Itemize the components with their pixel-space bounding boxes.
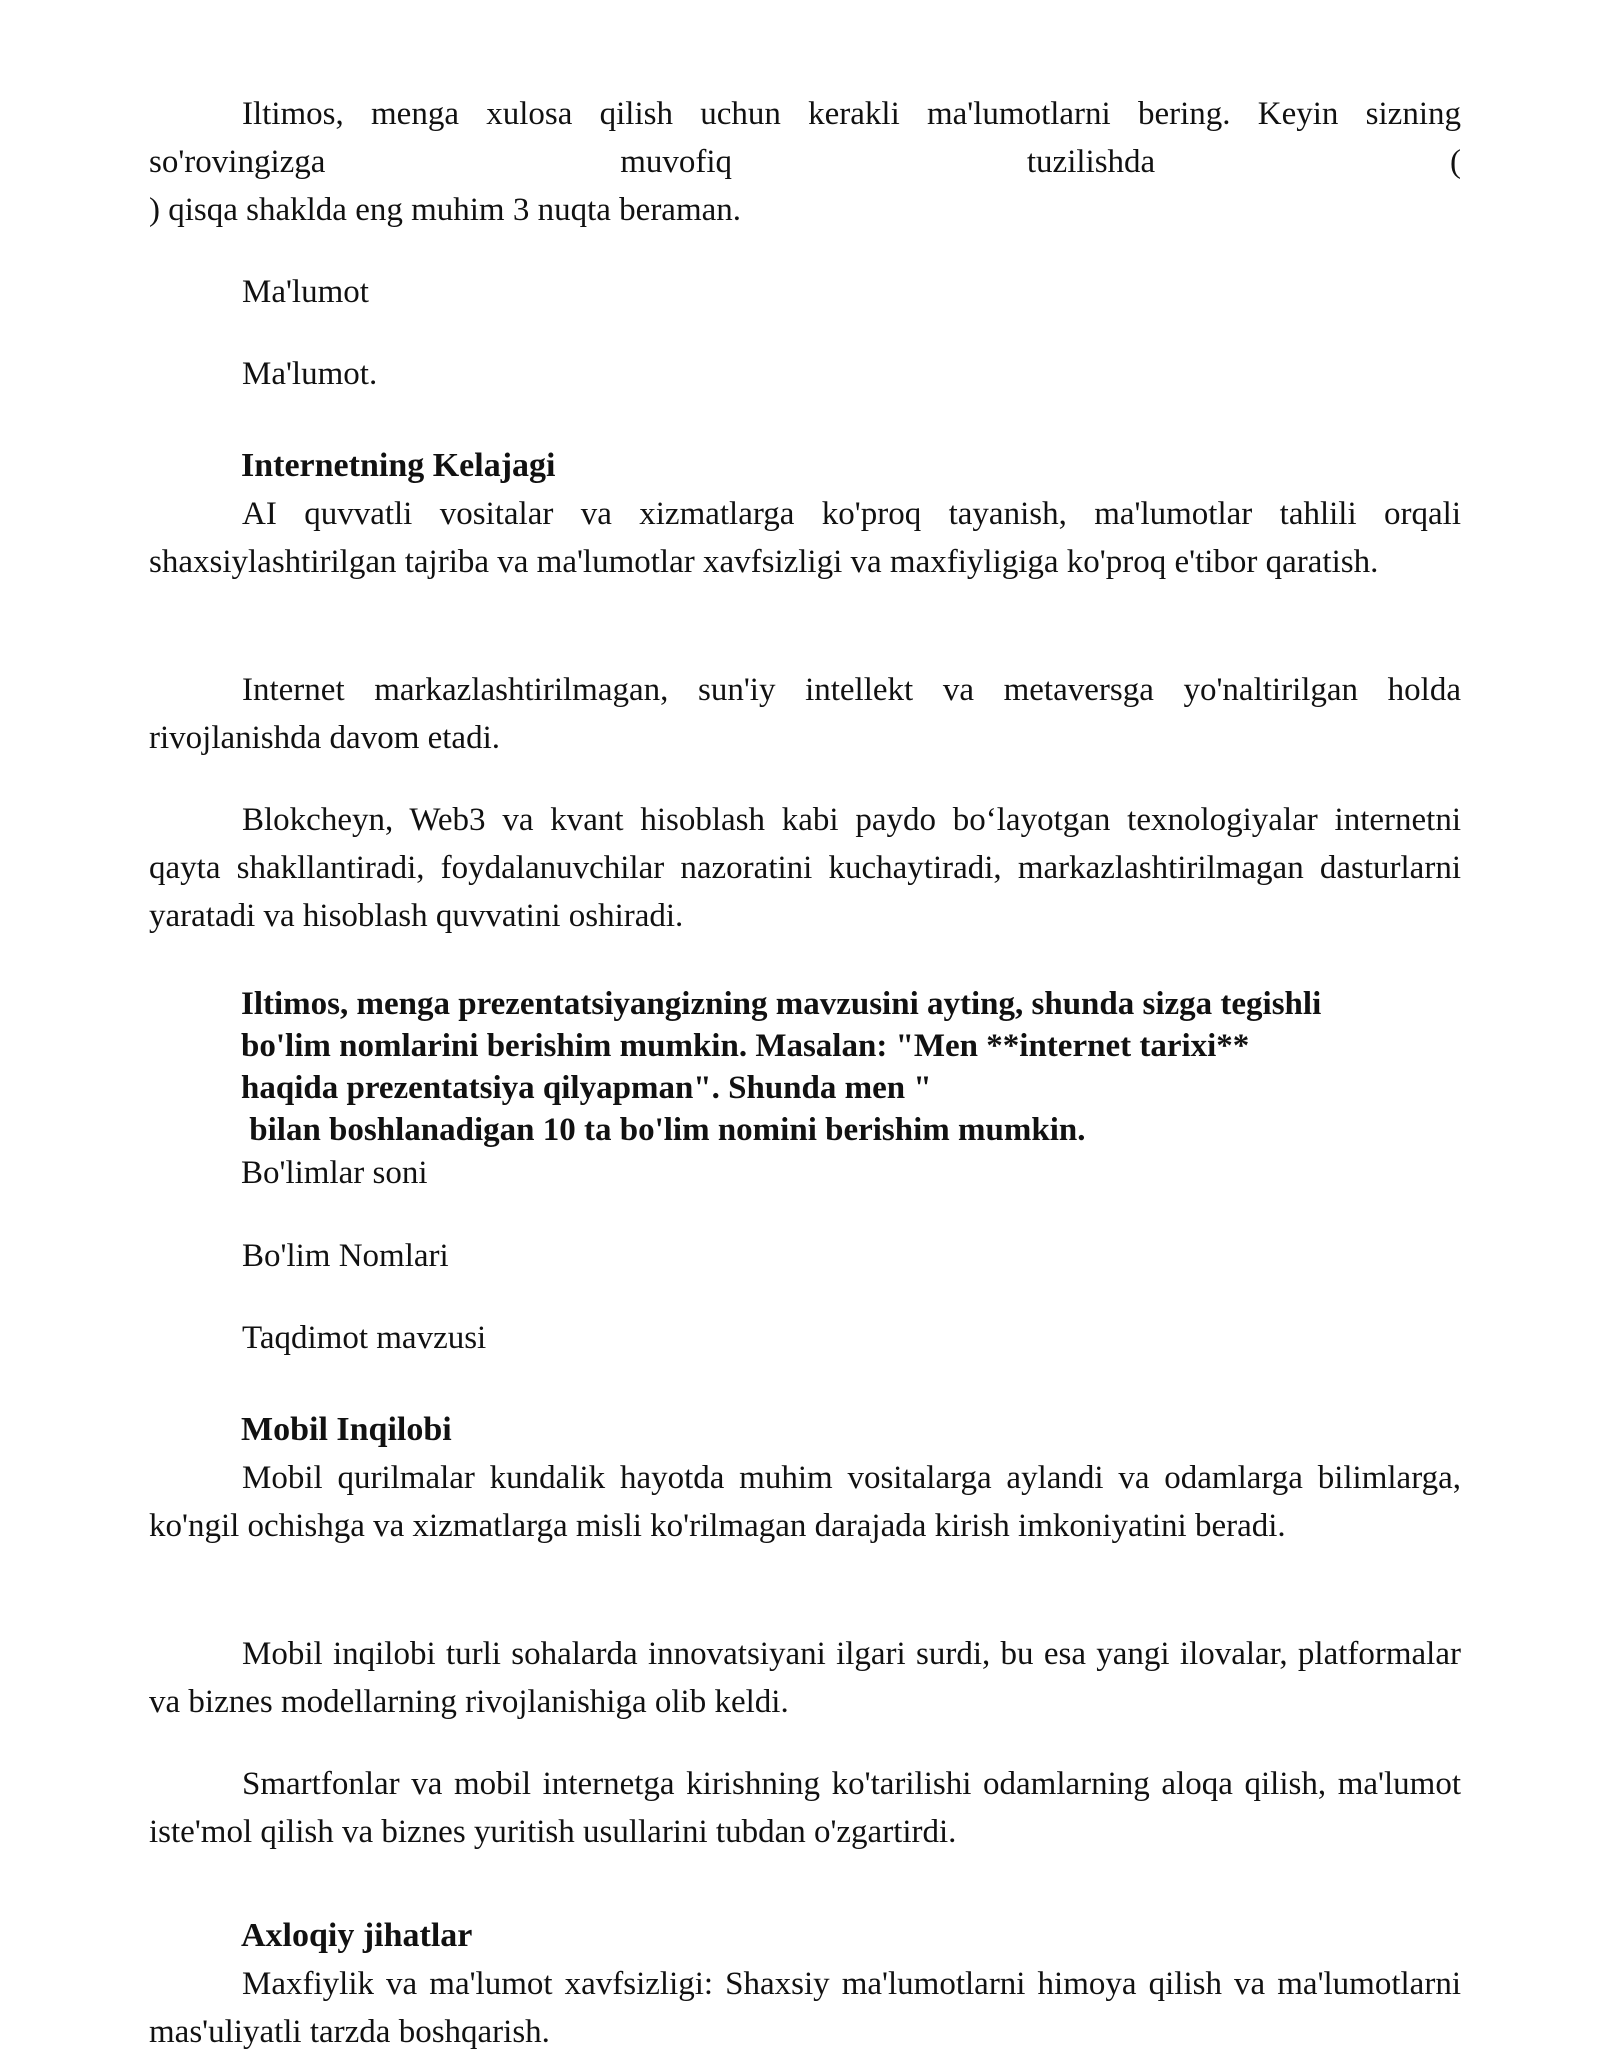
- intro-line-3: ) qisqa shaklda eng muhim 3 nuqta beraman.: [149, 192, 742, 228]
- prompt-line-1: Iltimos, menga prezentatsiyangizning mavzusini ayting, shunda sizga tegishli: [241, 986, 1322, 1022]
- heading-mobile-revolution: Mobil Inqilobi: [241, 1411, 452, 1448]
- paragraph-mobile-1: Mobil qurilmalar kundalik hayotda muhim vositalarga aylandi va odamlarga bilimlarga, ko'ngil ochishga va xizmatlarga misli ko'rilmagan darajada kirish imkoniyatini beradi.: [149, 1460, 1461, 1544]
- prompt-line-2: bo'lim nomlarini berishim mumkin. Masalan: "Men **internet tarixi**: [241, 1028, 1250, 1064]
- paragraph-internet-2: Internet markazlashtirilmagan, sun'iy intellekt va metaversga yo'naltirilgan holda rivojlanishda davom etadi.: [149, 672, 1461, 756]
- placeholder-data-1: Ma'lumot: [242, 274, 369, 310]
- paragraph-mobile-2: Mobil inqilobi turli sohalarda innovatsiyani ilgari surdi, bu esa yangi ilovalar, platformalar va biznes modellarning rivojlanishiga olib keldi.: [149, 1636, 1461, 1720]
- prompt-line-3: haqida prezentatsiya qilyapman". Shunda men ": [241, 1070, 932, 1106]
- intro-word-1: so'rovingizga: [149, 144, 326, 180]
- prompt-line-4: bilan boshlanadigan 10 ta bo'lim nomini berishim mumkin.: [241, 1112, 1086, 1148]
- intro-word-4: (: [1450, 144, 1461, 180]
- heading-ethics: Axloqiy jihatlar: [241, 1917, 473, 1954]
- intro-word-3: tuzilishda: [1026, 144, 1156, 180]
- field-section-count: Bo'limlar soni: [241, 1155, 428, 1191]
- intro-paragraph: [149, 90, 1461, 234]
- intro-line-1: Iltimos, menga xulosa qilish uchun kerakli ma'lumotlarni bering. Keyin sizning: [242, 96, 1461, 132]
- field-presentation-topic: Taqdimot mavzusi: [242, 1320, 487, 1356]
- placeholder-data-2: Ma'lumot.: [242, 356, 378, 392]
- paragraph-internet-1: AI quvvatli vositalar va xizmatlarga ko'proq tayanish, ma'lumotlar tahlili orqali shaxsiylashtirilgan tajriba va ma'lumotlar xavfsizligi va maxfiyligiga ko'proq e'tibor qaratish.: [149, 496, 1461, 580]
- intro-line-2: [149, 138, 1461, 186]
- paragraph-mobile-3: Smartfonlar va mobil internetga kirishning ko'tarilishi odamlarning aloqa qilish, ma'lumot iste'mol qilish va biznes yuritish usullarini tubdan o'zgartirdi.: [149, 1766, 1461, 1850]
- heading-internet-future: Internetning Kelajagi: [241, 447, 556, 484]
- intro-word-2: muvofiq: [620, 144, 733, 180]
- paragraph-internet-3: Blokcheyn, Web3 va kvant hisoblash kabi paydo bo‘layotgan texnologiyalar internetni qayta shakllantiradi, foydalanuvchilar nazoratini kuchaytiradi, markazlashtirilmagan dasturlarni yaratadi va hisoblash quvvatini oshiradi.: [149, 802, 1461, 934]
- field-section-names: Bo'lim Nomlari: [242, 1238, 449, 1274]
- paragraph-ethics-1: Maxfiylik va ma'lumot xavfsizligi: Shaxsiy ma'lumotlarni himoya qilish va ma'lumotlarni mas'uliyatli tarzda boshqarish.: [149, 1966, 1461, 2050]
- presentation-prompt: [241, 983, 1461, 1151]
